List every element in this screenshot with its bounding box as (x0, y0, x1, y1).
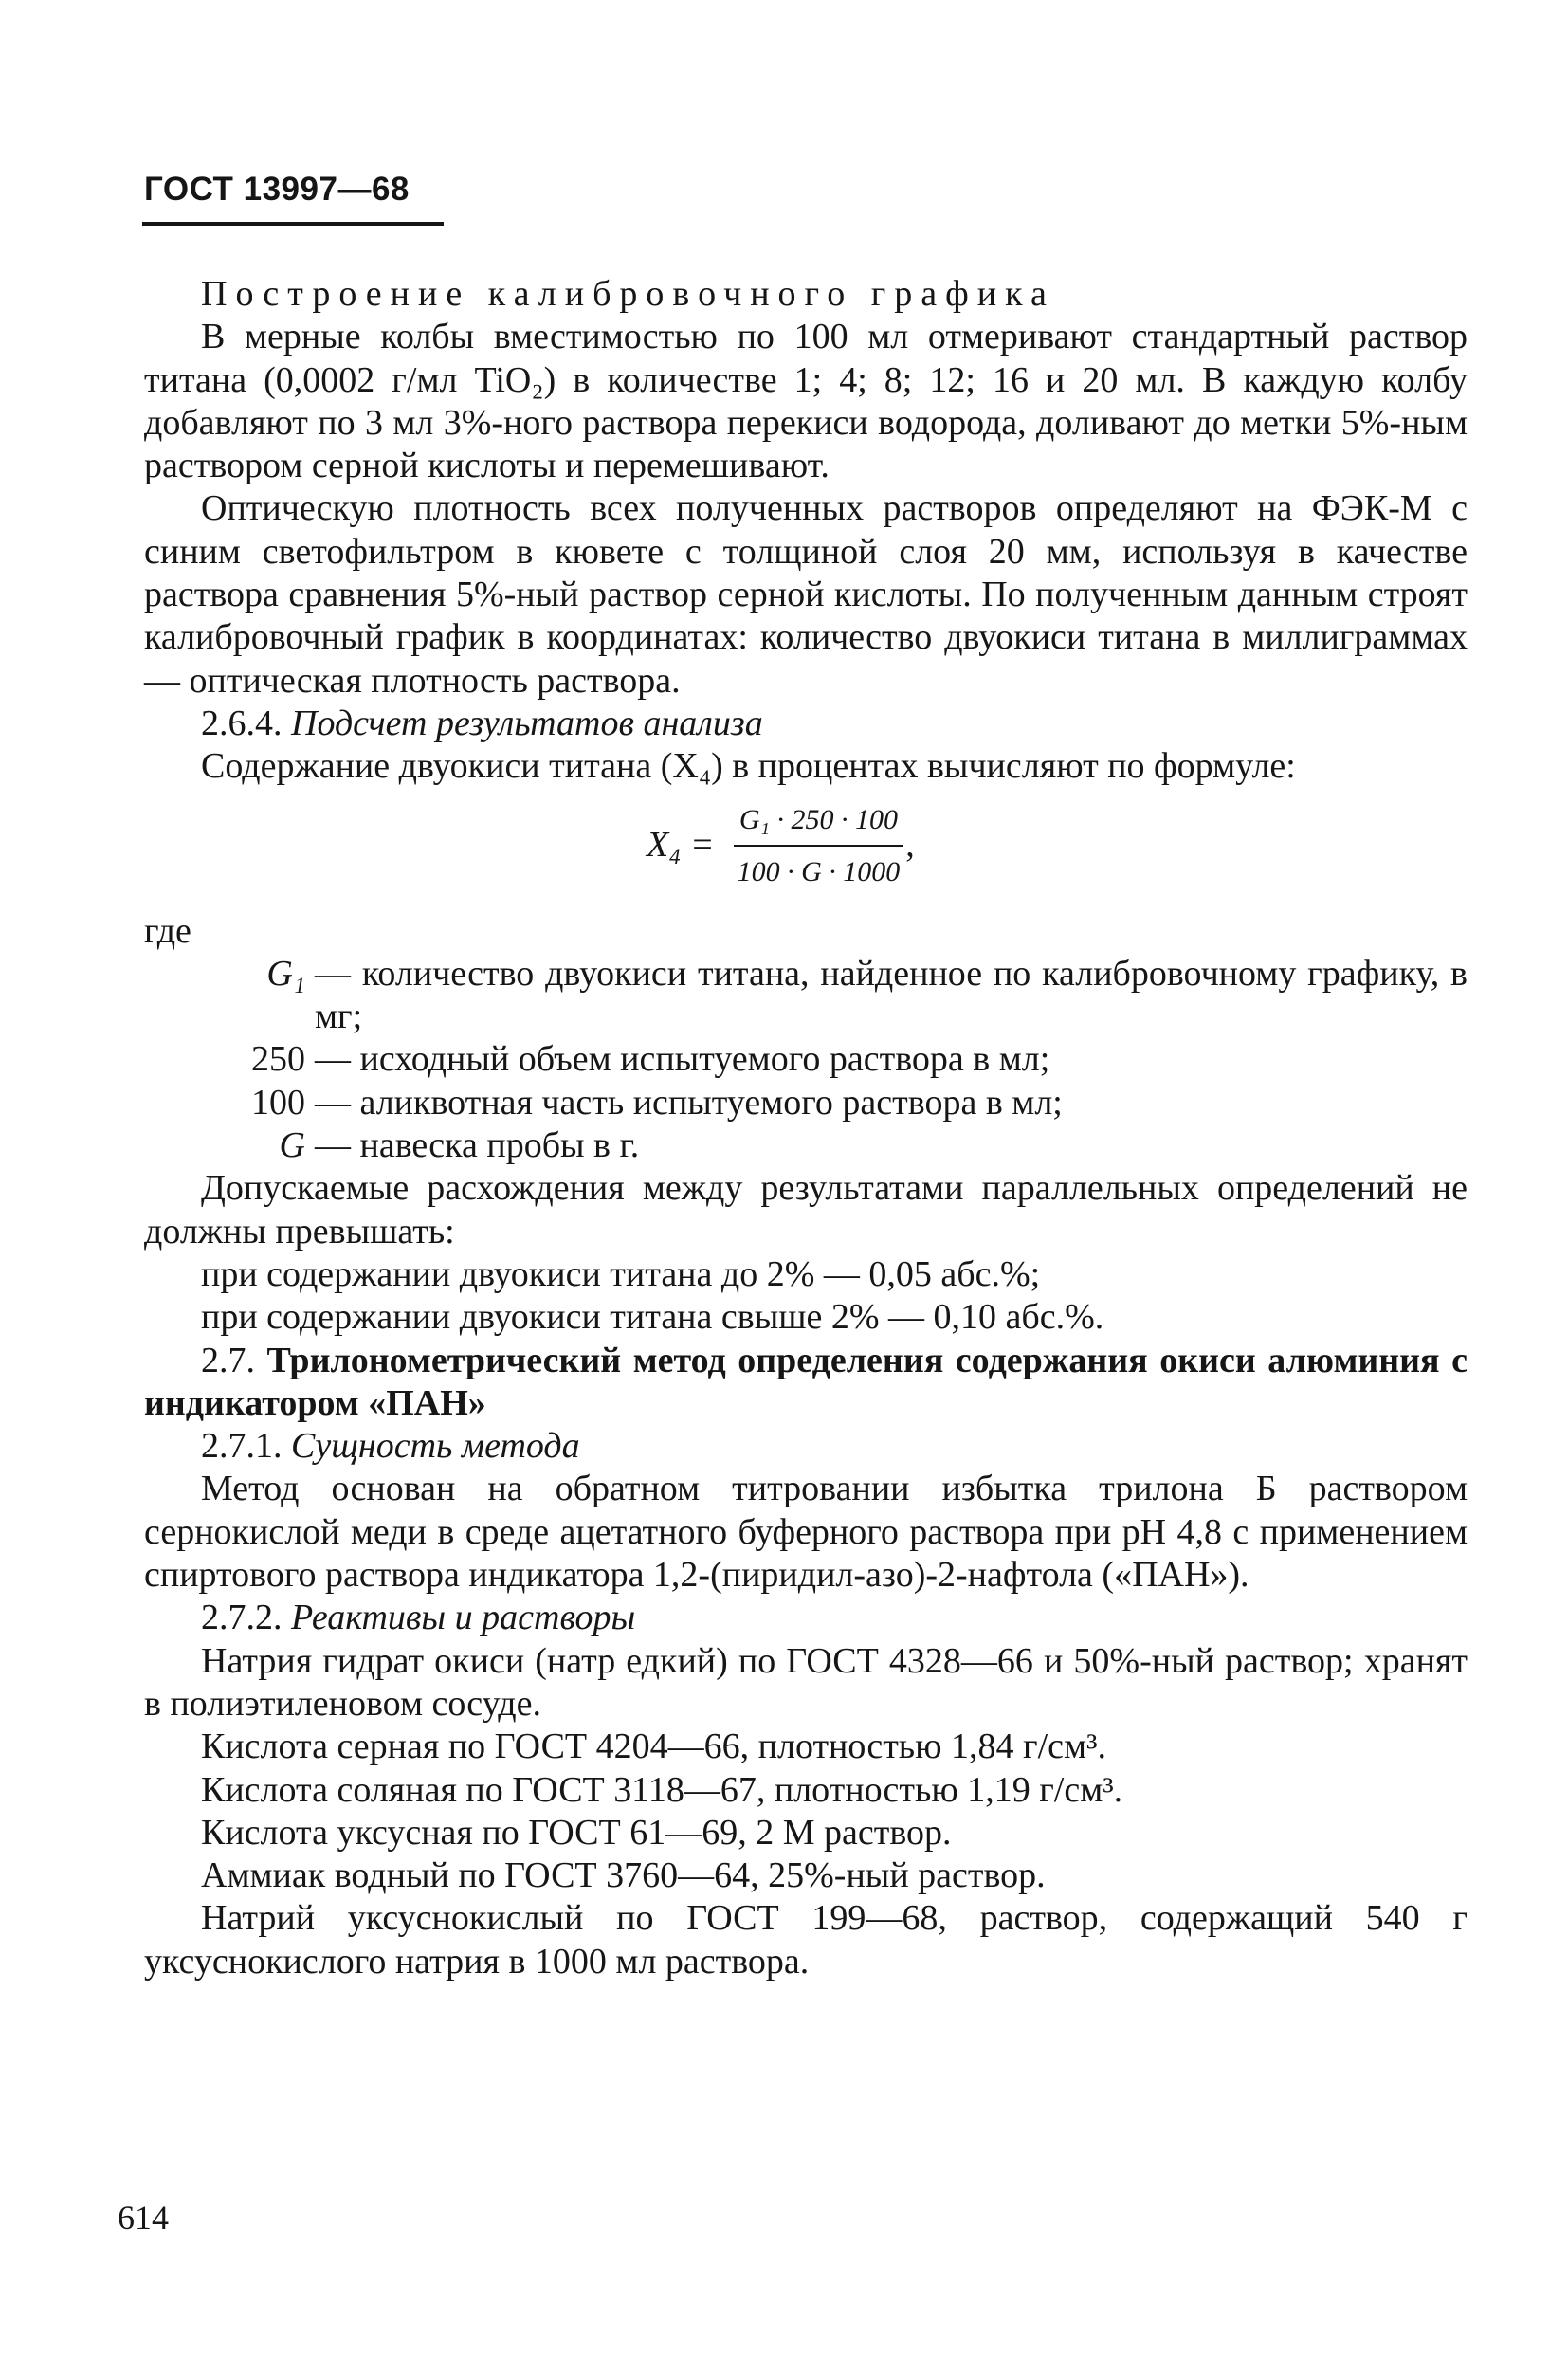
definition-text: — аликвотная часть испытуемого раствора в мл; (315, 1082, 1063, 1123)
formula-fraction (732, 798, 906, 894)
reagent-item: Аммиак водный по ГОСТ 3760—64, 25%-ный раствор. (201, 1855, 1046, 1896)
definition-symbol: 250 (251, 1039, 305, 1080)
section-heading-2-7-1 (144, 1425, 1468, 1468)
definition-row (144, 1082, 1468, 1124)
section-title-calibration: Построение калибровочного графика (201, 274, 1055, 314)
formula-numerator: G₁ · 250 · 100 (734, 798, 903, 847)
method-description: Метод основан на обратном титровании избытка трилона Б раствором сернокислой меди в среде ацетатного буферного раствора при pH 4,8 с применением спиртового раствора индикатора 1,2-(пиридил-азо)-2-нафтола («ПАН»). (144, 1469, 1468, 1596)
section-number: 2.7. (201, 1340, 255, 1380)
document-body (144, 273, 1468, 1983)
definition-row (144, 1038, 1468, 1081)
reagent-item: Кислота уксусная по ГОСТ 61—69, 2 М раствор. (201, 1812, 952, 1853)
reagent-item: Натрия гидрат окиси (натр едкий) по ГОСТ 4328—66 и 50%-ный раствор; хранят в полиэтиленовом сосуде. (144, 1640, 1468, 1724)
section-number: 2.7.2. (201, 1598, 283, 1638)
section-number: 2.6.4. (201, 703, 283, 743)
formula-trail: , (905, 825, 915, 866)
formula-x4 (647, 798, 915, 894)
formula-lhs: X₄ = (647, 825, 715, 866)
formula-denominator: 100 · G · 1000 (737, 855, 901, 887)
definition-symbol: G₁ (266, 953, 305, 994)
header-underline (142, 222, 444, 226)
where-label: где (144, 910, 191, 951)
paragraph-calibration-2: Оптическую плотность всех полученных растворов определяют на ФЭК-М с синим светофильтром в кювете с толщиной слоя 20 мм, используя в качестве раствора сравнения 5%-ный раствор серной кислоты. По полученным данным строят калибровочный график в координатах: количество двуокиси титана в миллиграммах — оптическая плотность раствора. (144, 488, 1468, 701)
section-number: 2.7.1. (201, 1426, 283, 1467)
section-heading-2-7 (144, 1340, 1468, 1426)
page-number: 614 (118, 2199, 169, 2237)
definition-text: — навеска пробы в г. (315, 1125, 640, 1166)
section-heading-2-6-4 (144, 703, 1468, 745)
reagent-item: Кислота серная по ГОСТ 4204—66, плотностью 1,84 г/см³. (201, 1726, 1106, 1767)
section-title: Подсчет результатов анализа (291, 703, 763, 743)
section-title: Сущность метода (291, 1426, 580, 1467)
section-title: Трилонометрический метод определения содержания окиси алюминия с индикатором «ПАН» (144, 1340, 1468, 1423)
definition-row (144, 1124, 1468, 1167)
tolerance-line: при содержании двуокиси титана свыше 2% — 0,10 абс.%. (201, 1297, 1104, 1338)
section-title: Реактивы и растворы (291, 1598, 636, 1638)
document-id-header: ГОСТ 13997—68 (144, 171, 410, 208)
definition-row (144, 953, 1468, 1039)
formula-intro: Содержание двуокиси титана (X₄) в процентах вычисляют по формуле: (201, 746, 1296, 787)
paragraph-calibration-1: В мерные колбы вместимостью по 100 мл отмеривают стандартный раствор титана (0,0002 г/мл TiO₂) в количестве 1; 4; 8; 12; 16 и 20 мл. В каждую колбу добавляют по 3 мл 3%-ного раствора перекиси водорода, доливают до метки 5%-ным раствором серной кислоты и перемешивают. (144, 317, 1468, 486)
definition-text: — исходный объем испытуемого раствора в мл; (315, 1039, 1050, 1080)
reagent-item: Кислота соляная по ГОСТ 3118—67, плотностью 1,19 г/см³. (201, 1769, 1123, 1810)
definition-symbol: G (279, 1125, 305, 1166)
reagent-item: Натрий уксуснокислый по ГОСТ 199—68, раствор, содержащий 540 г уксуснокислого натрия в 1000 мл раствора. (144, 1898, 1468, 1982)
tolerance-line: при содержании двуокиси титана до 2% — 0,05 абс.%; (201, 1253, 1041, 1294)
section-heading-2-7-2 (144, 1597, 1468, 1639)
definition-text: — количество двуокиси титана, найденное по калибровочному графику, в мг; (315, 953, 1468, 1037)
definition-symbol: 100 (251, 1082, 305, 1123)
tolerance-paragraph: Допускаемые расхождения между результатами параллельных определений не должны превышать: (144, 1168, 1468, 1251)
formula-block (144, 789, 1468, 910)
